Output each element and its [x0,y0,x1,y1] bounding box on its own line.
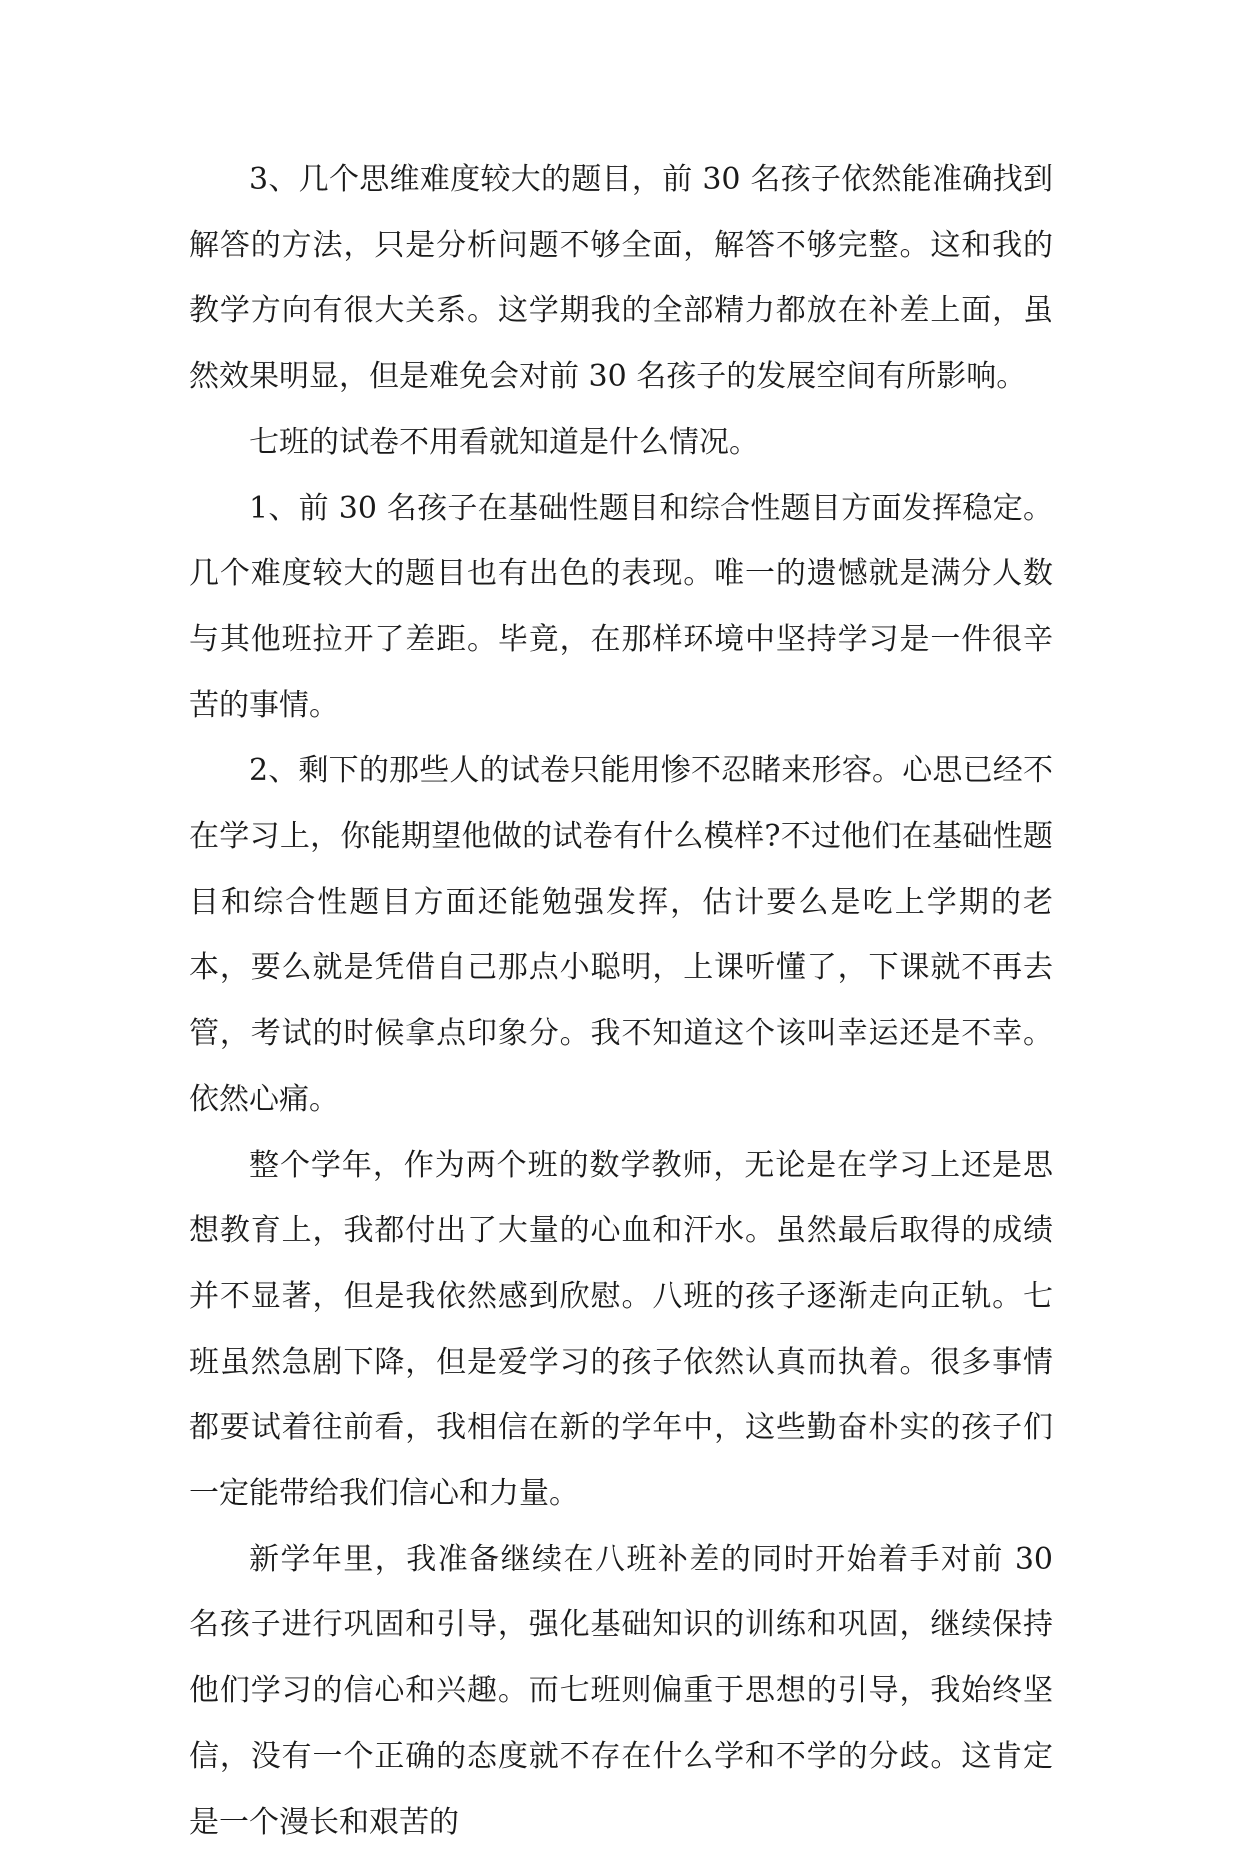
paragraph-5: 整个学年，作为两个班的数学教师，无论是在学习上还是思想教育上，我都付出了大量的心血和汗水。虽然最后取得的成绩并不显著，但是我依然感到欣慰。八班的孩子逐渐走向正轨。七班虽然急剧下降，但是爱学习的孩子依然认真而执着。很多事情都要试着往前看，我相信在新的学年中，这些勤奋朴实的孩子们一定能带给我们信心和力量。 [189,1147,1053,1512]
paragraph-4: 2、剩下的那些人的试卷只能用惨不忍睹来形容。心思已经不在学习上，你能期望他做的试卷有什么模样?不过他们在基础性题目和综合性题目方面还能勉强发挥，估计要么是吃上学期的老本，要么就是凭借自己那点小聪明，上课听懂了，下课就不再去管，考试的时候拿点印象分。我不知道这个该叫幸运还是不幸。依然心痛。 [189,753,1053,1117]
document-body [189,147,1053,1855]
paragraph-6: 新学年里，我准备继续在八班补差的同时开始着手对前 30 名孩子进行巩固和引导，强化基础知识的训练和巩固，继续保持他们学习的信心和兴趣。而七班则偏重于思想的引导，我始终坚信，没有一个正确的态度就不存在什么学和不学的分歧。这肯定是一个漫长和艰苦的 [189,1541,1053,1840]
paragraph-3: 1、前 30 名孩子在基础性题目和综合性题目方面发挥稳定。几个难度较大的题目也有出色的表现。唯一的遗憾就是满分人数与其他班拉开了差距。毕竟，在那样环境中坚持学习是一件很辛苦的事情。 [189,490,1053,723]
paragraph-2: 七班的试卷不用看就知道是什么情况。 [249,424,759,460]
paragraph-1: 3、几个思维难度较大的题目，前 30 名孩子依然能准确找到解答的方法，只是分析问题不够全面，解答不够完整。这和我的教学方向有很大关系。这学期我的全部精力都放在补差上面，虽然效果明显，但是难免会对前 30 名孩子的发展空间有所影响。 [189,162,1053,395]
